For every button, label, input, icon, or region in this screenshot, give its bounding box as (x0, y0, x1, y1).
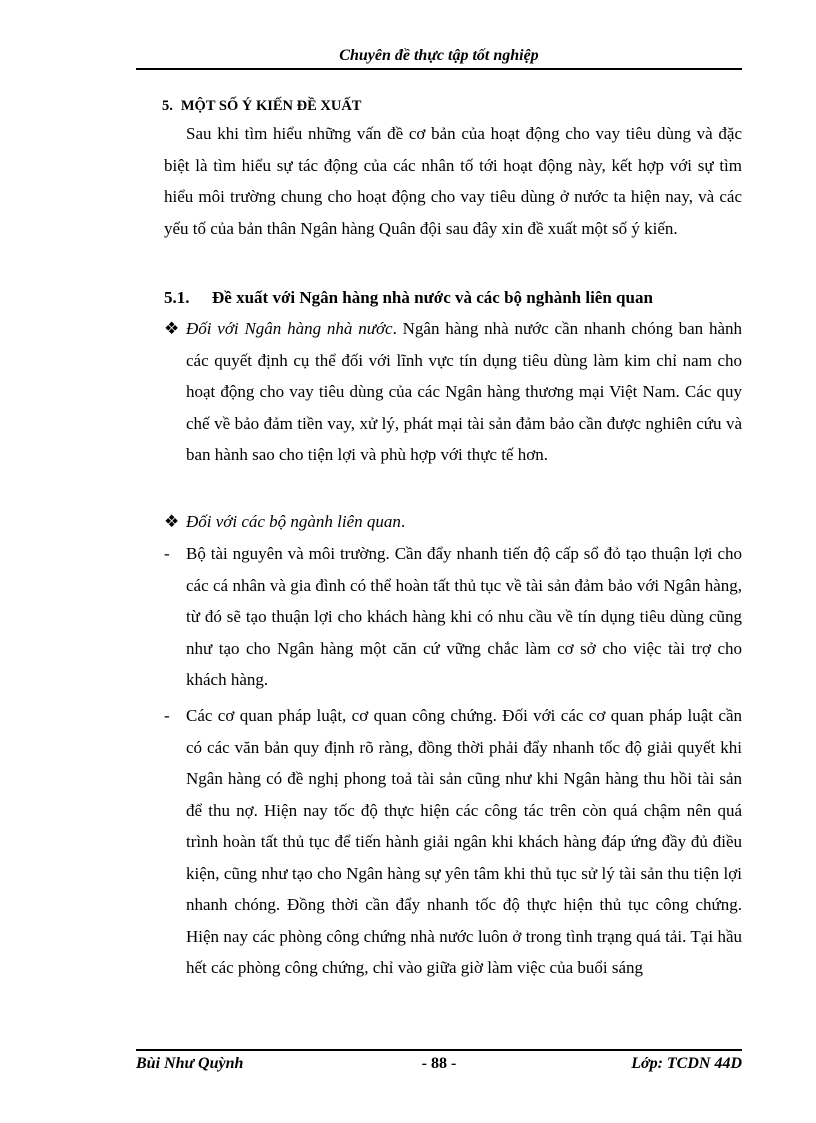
list-item-resources-ministry (164, 538, 742, 696)
header-divider (136, 68, 742, 70)
list-item-text: . (400, 512, 406, 531)
diamond-bullet-icon: ❖ (164, 512, 180, 531)
list-item-body (186, 506, 742, 538)
section-heading (162, 96, 361, 116)
list-item-ministries (164, 506, 742, 538)
dash-bullet: - (164, 544, 170, 563)
footer-author: Bùi Như Quỳnh (136, 1055, 244, 1072)
list-item-body (186, 313, 742, 471)
section-number: 5. (162, 98, 173, 114)
diamond-bullet-icon: ❖ (164, 319, 180, 338)
section-title: MỘT SỐ Ý KIẾN ĐỀ XUẤT (180, 98, 362, 114)
footer-class: Lớp: TCDN 44D (631, 1055, 742, 1072)
footer-page-number: - 88 - (421, 1055, 457, 1072)
list-item-legal-agencies (164, 700, 742, 984)
list-item-lead: Đối với các bộ ngành liên quan (186, 512, 401, 531)
subsection-heading (164, 282, 742, 314)
list-item-lead: Đối với Ngân hàng nhà nước (186, 319, 393, 338)
dash-bullet: - (164, 706, 170, 725)
intro-paragraph: Sau khi tìm hiểu những vấn đề cơ bản của hoạt động cho vay tiêu dùng và đặc biệt là tìm hiểu sự tác động của các nhân tố tới hoạt động này, kết hợp với sự tìm hiểu môi trường chung cho hoạt động cho vay tiêu dùng ở nước ta hiện nay, và các yếu tố của bản thân Ngân hàng Quân đội sau đây xin đề xuất một số ý kiến. (164, 124, 742, 238)
footer-divider (136, 1049, 742, 1051)
list-item-body: Bộ tài nguyên và môi trường. Cần đẩy nhanh tiến độ cấp sổ đỏ tạo thuận lợi cho các cá nhân và gia đình có thể hoàn tất thủ tục về tài sản đảm bảo với Ngân hàng, từ đó sẽ tạo thuận lợi cho khách hàng khi có nhu cầu về tín dụng tiêu dùng cũng như tạo cho Ngân hàng một căn cứ vững chắc làm cơ sở cho việc tài trợ cho khách hàng. (186, 544, 742, 689)
subsection-number: 5.1. (164, 288, 190, 307)
page-header-title: Chuyên đề thực tập tốt nghiệp (339, 47, 539, 64)
list-item-body: Các cơ quan pháp luật, cơ quan công chứng. Đối với các cơ quan pháp luật cần có các văn bản quy định rõ ràng, đồng thời phải đẩy nhanh tốc độ giải quyết khi Ngân hàng có đề nghị phong toả tài sản cũng như khi Ngân hàng thu hồi tài sản để thu nợ. Hiện nay tốc độ thực hiện các công tác trên còn quá chậm nên quá trình hoàn tất thủ tục để tiến hành giải ngân khi khách hàng đáp ứng đầy đủ điều kiện, cũng như tạo cho Ngân hàng sự yên tâm khi thủ tục sử lý tài sản thu tiện lợi nhanh chóng. Đồng thời cần đẩy nhanh tốc độ thực hiện thủ tục công chứng. Hiện nay các phòng công chứng nhà nước luôn ở trong tình trạng quá tải. Tại hầu hết các phòng công chứng, chỉ vào giữa giờ làm việc của buổi sáng (186, 706, 742, 977)
subsection-title: Đề xuất với Ngân hàng nhà nước và các bộ nghành liên quan (212, 288, 653, 307)
list-item-state-bank (164, 313, 742, 471)
list-item-text: . Ngân hàng nhà nước cần nhanh chóng ban hành các quyết định cụ thể đối với lĩnh vực tín dụng tiêu dùng làm kim chỉ nam cho hoạt động cho vay tiêu dùng của các Ngân hàng thương mại Việt Nam. Các quy chế về bảo đảm tiền vay, xử lý, phát mại tài sản đảm bảo cần được nghiên cứu và ban hành sao cho tiện lợi và phù hợp với thực tế hơn. (186, 319, 743, 464)
